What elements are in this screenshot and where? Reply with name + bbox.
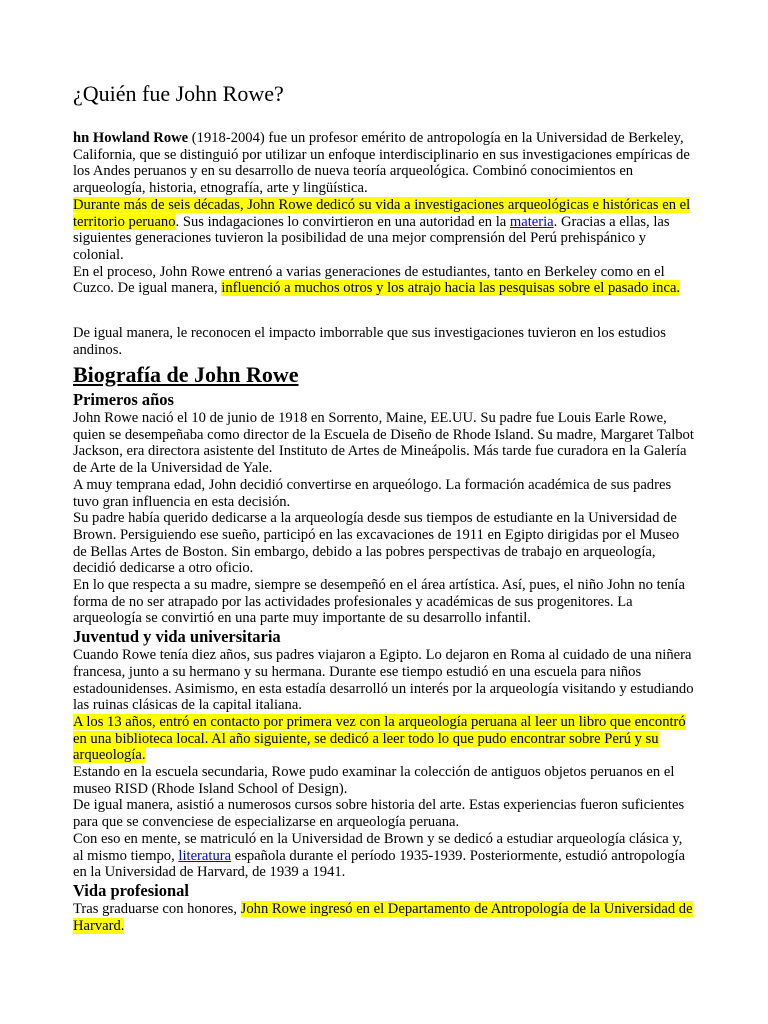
highlight-decades: Durante más de seis décadas, John Rowe dedicó su vida a investigaciones arqueológicas e históricas en el territorio peruano bbox=[73, 196, 691, 230]
highlight-influence: influenció a muchos otros y los atrajo hacia las pesquisas sobre el pasado inca. bbox=[221, 280, 681, 297]
early-paragraph-3: Su padre había querido dedicarse a la arqueología desde sus tiempos de estudiante en la Universidad de Brown. Persiguiendo ese sueño, participó en las excavaciones de 1911 en Egipto dirigidas por el Museo de Bellas Artes de Boston. Sin embargo, debido a las pobres perspectivas de trabajo en arqueología, decidió dedicarse a otro oficio. bbox=[73, 510, 680, 577]
career-p1-text: Tras graduarse con honores, bbox=[73, 900, 241, 917]
highlight-age-13: A los 13 años, entró en contacto por primera vez con la arqueología peruana al leer un libro que encontró en una biblioteca local. Al año siguiente, se dedicó a leer todo lo que pudo encontrar sobre Perú y su arqueología. bbox=[73, 713, 686, 764]
early-paragraph-4: En lo que respecta a su madre, siempre se desempeñó en el área artística. Así, pues, el niño John no tenía forma de no ser atrapado por las actividades profesionales y académicas de sus progenitores. La arqueología se convirtió en una parte muy importante de su desarrollo infantil. bbox=[73, 577, 685, 627]
intro-paragraph-4-block bbox=[73, 325, 695, 358]
page-title: ¿Quién fue John Rowe? bbox=[73, 81, 284, 106]
career-paragraph-1 bbox=[73, 901, 695, 934]
intro-p1-text: (1918-2004) fue un profesor emérito de antropología en la Universidad de Berkeley, California, que se distinguió por utilizar un enfoque interdisciplinario en sus investigaciones empíricas de los Andes peruanos y en su desarrollo de nueva teoría arqueológica. Combinó conocimientos en arqueología, historia, etnografía, arte y lingüística. bbox=[73, 130, 690, 197]
early-paragraph-2: A muy temprana edad, John decidió convertirse en arqueólogo. La formación académica de sus padres tuvo gran influencia en esta decisión. bbox=[73, 476, 672, 510]
bio-section bbox=[73, 362, 695, 934]
youth-paragraph-5 bbox=[73, 831, 695, 881]
intro-p2-text-b: . Gracias a ellas, las siguientes generaciones tuvieron la posibilidad de una mejor comprensión del Perú prehispánico y colonial. bbox=[73, 213, 670, 263]
literatura-link[interactable]: literatura bbox=[178, 847, 232, 864]
youth-paragraph-3: Estando en la escuela secundaria, Rowe pudo examinar la colección de antiguos objetos peruanos en el museo RISD (Rhode Island School of Design). bbox=[73, 764, 675, 797]
youth-p5-text-b: española durante el período 1935-1939. Posteriormente, estudió antropología en la Universidad de Harvard, de 1939 a 1941. bbox=[73, 847, 685, 881]
career-heading: Vida profesional bbox=[73, 880, 189, 900]
intro-paragraph-3 bbox=[73, 264, 695, 297]
intro-p2-text-a: . Sus indagaciones lo convirtieron en una autoridad en la bbox=[175, 213, 510, 230]
youth-p5-text-a: Con eso en mente, se matriculó en la Universidad de Brown y se dedicó a estudiar arqueología clásica y, al mismo tiempo, bbox=[73, 830, 683, 864]
materia-link[interactable]: materia bbox=[509, 213, 554, 230]
youth-heading: Juventud y vida universitaria bbox=[73, 627, 281, 647]
highlight-harvard: John Rowe ingresó en el Departamento de Antropología de la Universidad de Harvard. bbox=[73, 900, 693, 934]
early-years-heading: Primeros años bbox=[73, 390, 174, 409]
early-paragraph-1: John Rowe nació el 10 de junio de 1918 en Sorrento, Maine, EE.UU. Su padre fue Louis Earle Rowe, quien se desempeñaba como director de la Escuela de Diseño de Rhode Island. Su madre, Margaret Talbot Jackson, era directora asistente del Instituto de Artes de Mineápolis. Más tarde fue curadora en la Galería de Arte de la Universidad de Yale. bbox=[73, 410, 694, 477]
intro-paragraph-2 bbox=[73, 197, 695, 264]
intro-name-bold: hn Howland Rowe bbox=[73, 130, 189, 146]
intro-paragraph-4: De igual manera, le reconocen el impacto imborrable que sus investigaciones tuvieron en los estudios andinos. bbox=[73, 325, 666, 358]
youth-paragraph-1: Cuando Rowe tenía diez años, sus padres viajaron a Egipto. Lo dejaron en Roma al cuidado de una niñera francesa, junto a su hermano y su hermana. Durante ese tiempo estudió en una escuela para niños estadounidenses. Asimismo, en esta estadía desarrolló un interés por la arqueología visitando y estudiando las ruinas clásicas de la capital italiana. bbox=[73, 647, 694, 714]
bio-heading: Biografía de John Rowe bbox=[73, 362, 299, 387]
youth-paragraph-4: De igual manera, asistió a numerosos cursos sobre historia del arte. Estas experiencias fueron suficientes para que se convenciese de especializarse en arqueología peruana. bbox=[73, 797, 685, 831]
youth-paragraph-2 bbox=[73, 714, 695, 764]
intro-p3-text: En el proceso, John Rowe entrenó a varias generaciones de estudiantes, tanto en Berkeley como en el Cuzco. De igual manera, bbox=[73, 263, 665, 297]
intro-section bbox=[73, 130, 695, 297]
intro-paragraph-1 bbox=[73, 130, 695, 197]
